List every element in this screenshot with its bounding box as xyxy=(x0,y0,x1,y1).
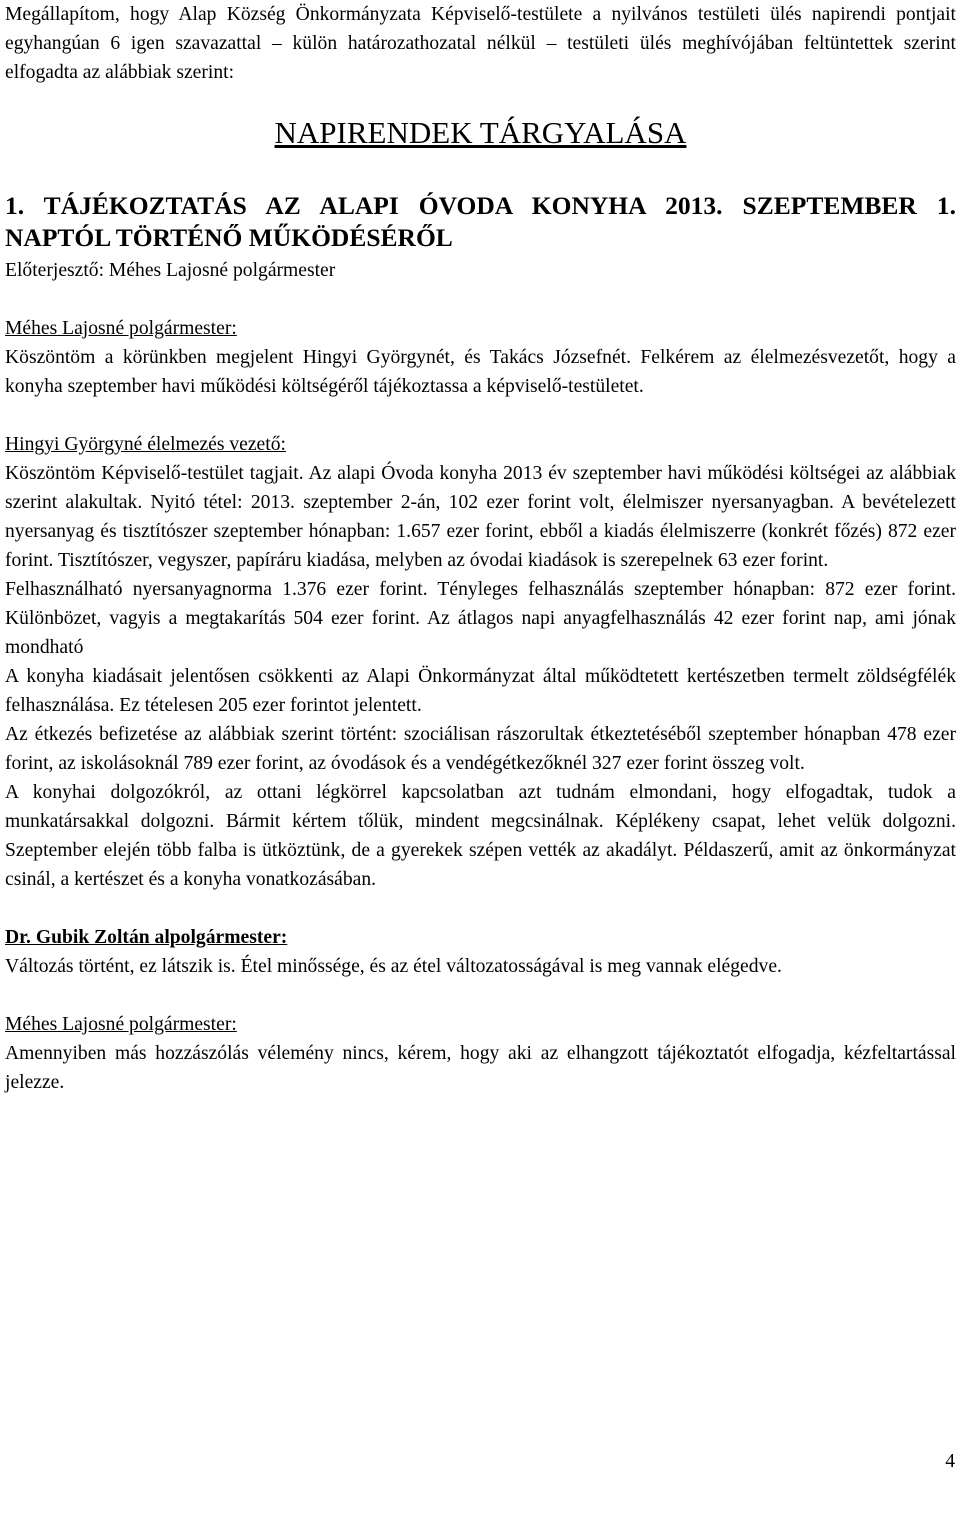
agenda-item-title: 1. TÁJÉKOZTATÁS AZ ALAPI ÓVODA KONYHA 2013. SZEPTEMBER 1. NAPTÓL TÖRTÉNŐ MŰKÖDÉSÉRŐL xyxy=(5,191,956,252)
speaker-name: Méhes Lajosné polgármester: xyxy=(5,1014,237,1035)
speaker-name: Hingyi Györgyné élelmezés vezető: xyxy=(5,434,286,455)
speech-paragraph: Köszöntöm Képviselő-testület tagjait. Az alapi Óvoda konyha 2013 év szeptember havi működési költségei az alábbiak szerint alakultak. Nyitó tétel: 2013. szeptember 2-án, 102 ezer forint volt, élelmiszer nyersanyagban. A bevételezett nyersanyag és tisztítószer szeptember hónapban: 1.657 ezer forint, ebből a kiadás élelmiszerre (konkrét főzés) 872 ezer forint. Tisztítószer, vegyszer, papíráru kiadása, melyben az óvodai kiadások is szerepelnek 63 ezer forint. xyxy=(5,463,956,571)
speaker-name: Dr. Gubik Zoltán alpolgármester: xyxy=(5,927,288,948)
speech-section xyxy=(5,923,956,981)
speech-section xyxy=(5,1010,956,1097)
speech-section xyxy=(5,430,956,894)
speech-paragraph: Amennyiben más hozzászólás vélemény nincs, kérem, hogy aki az elhangzott tájékoztatót elfogadja, kézfeltartással jelezze. xyxy=(5,1043,956,1093)
page-number: 4 xyxy=(945,1451,955,1472)
speech-paragraph: A konyhai dolgozókról, az ottani légkörrel kapcsolatban azt tudnám elmondani, hogy elfogadtak, tudok a munkatársakkal dolgozni. Bármit kértem tőlük, mindent megcsinálnak. Képlékeny csapat, lehet velük dolgozni. Szeptember elején több falba is ütköztünk, de a gyerekek szépen vették az akadályt. Példaszerű, amit az önkormányzat csinál, a kertészet és a konyha vonatkozásában. xyxy=(5,782,956,890)
agenda-heading: NAPIRENDEK TÁRGYALÁSA xyxy=(274,115,687,150)
speech-paragraph: Változás történt, ez látszik is. Étel minőssége, és az étel változatosságával is meg vannak elégedve. xyxy=(5,956,782,977)
speech-paragraph: Az étkezés befizetése az alábbiak szerint történt: szociálisan rászorultak étkeztetéséből szeptember hónapban 478 ezer forint, az iskolásoknál 789 ezer forint, az óvodások és a vendégétkezőknél 327 ezer forint összeg volt. xyxy=(5,724,956,774)
speech-paragraph: Felhasználható nyersanyagnorma 1.376 ezer forint. Tényleges felhasználás szeptember hónapban: 872 ezer forint. Különbözet, vagyis a megtakarítás 504 ezer forint. Az átlagos napi anyagfelhasználás 42 ezer forint nap, ami jónak mondható xyxy=(5,579,956,658)
speech-paragraph: A konyha kiadásait jelentősen csökkenti az Alapi Önkormányzat által működtetett kertészetben termelt zöldségfélék felhasználása. Ez tételesen 205 ezer forintot jelentett. xyxy=(5,666,956,716)
speech-section xyxy=(5,314,956,401)
document-page xyxy=(5,0,956,1097)
speaker-name: Méhes Lajosné polgármester: xyxy=(5,318,237,339)
speech-paragraph: Köszöntöm a körünkben megjelent Hingyi Györgynét, és Takács Józsefnét. Felkérem az élelmezésvezetőt, hogy a konyha szeptember havi működési költségéről tájékoztassa a képviselő-testületet. xyxy=(5,347,956,397)
presenter-line: Előterjesztő: Méhes Lajosné polgármester xyxy=(5,260,336,281)
intro-paragraph: Megállapítom, hogy Alap Község Önkormányzata Képviselő-testülete a nyilvános testületi ülés napirendi pontjait egyhangúan 6 igen szavazattal – külön határozathozatal nélkül – testületi ülés meghívójában feltüntettek szerint elfogadta az alábbiak szerint: xyxy=(5,4,956,83)
